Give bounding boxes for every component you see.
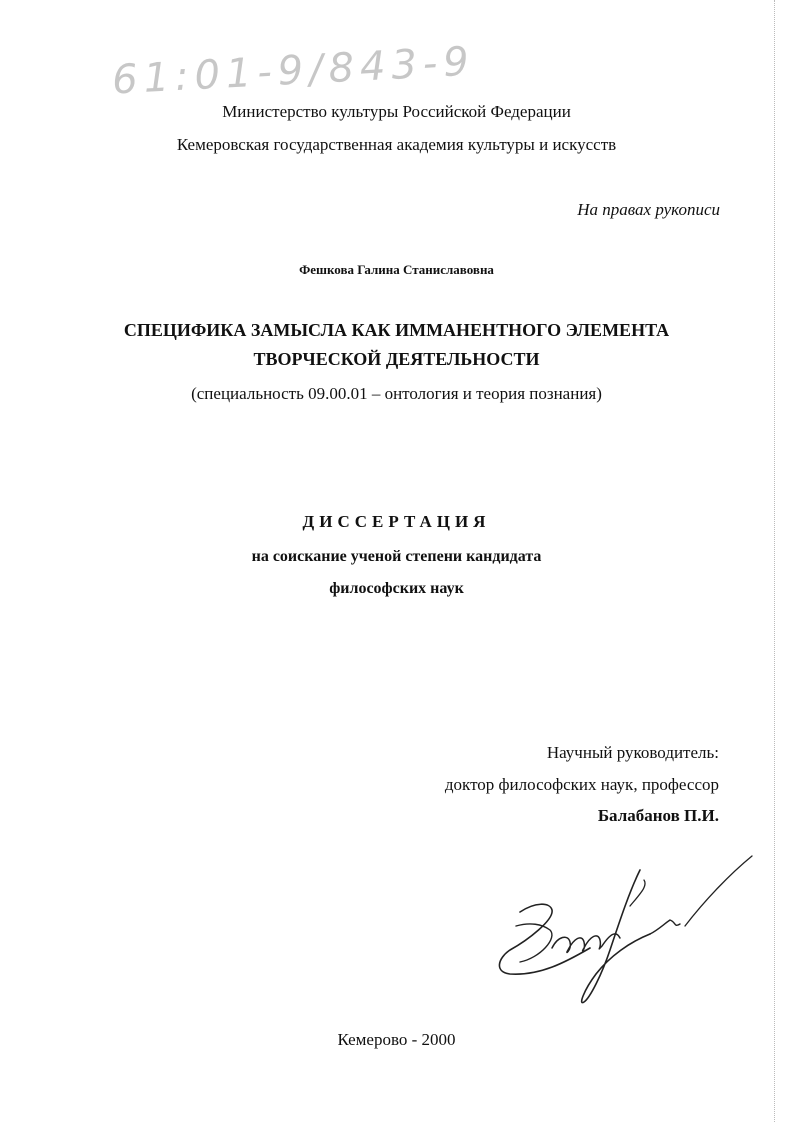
academy-name: Кемеровская государственная академия культуры и искусств bbox=[176, 135, 617, 154]
archive-stamp: 61:01-9/843-9 bbox=[111, 38, 476, 104]
supervisor-label: Научный руководитель: bbox=[546, 743, 719, 762]
degree-line-1: на соискание ученой степени кандидата bbox=[251, 548, 542, 565]
supervisor-name: Балабанов П.И. bbox=[597, 806, 719, 825]
degree-line-2: философских наук bbox=[329, 580, 464, 597]
title-line-2: ТВОРЧЕСКОЙ ДЕЯТЕЛЬНОСТИ bbox=[253, 349, 540, 369]
title-line-1: СПЕЦИФИКА ЗАМЫСЛА КАК ИММАНЕНТНОГО ЭЛЕМЕНТА bbox=[123, 320, 670, 340]
city-year: Кемерово - 2000 bbox=[337, 1030, 456, 1049]
ministry-name: Министерство культуры Российской Федерации bbox=[222, 102, 571, 121]
rights-note: На правах рукописи bbox=[577, 200, 720, 219]
handwritten-signature bbox=[480, 850, 760, 1010]
specialty-line: (специальность 09.00.01 – онтология и теория познания) bbox=[191, 384, 602, 403]
supervisor-rank: доктор философских наук, профессор bbox=[444, 775, 719, 794]
author-name: Фешкова Галина Станиславовна bbox=[299, 262, 494, 277]
dissertation-label: ДИССЕРТАЦИЯ bbox=[302, 512, 491, 531]
scan-edge-line bbox=[773, 0, 775, 1122]
